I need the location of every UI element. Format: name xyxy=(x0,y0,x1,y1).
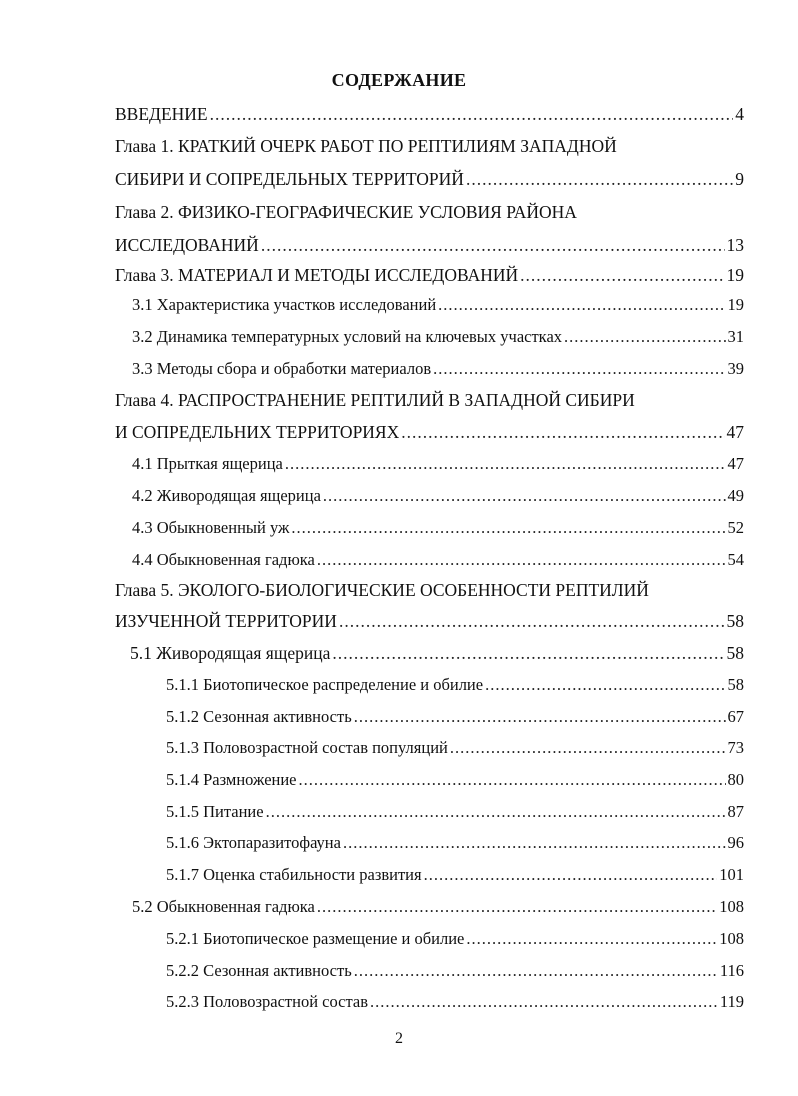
toc-entry-5-1-4 xyxy=(166,763,744,797)
toc-entry-label: СИБИРИ И СОПРЕДЕЛЬНЫХ ТЕРРИТОРИЙ xyxy=(115,169,464,189)
toc-leader-dots xyxy=(466,162,733,196)
toc-chapter-1-line-1: Глава 1. КРАТКИЙ ОЧЕРК РАБОТ ПО РЕПТИЛИЯМ ЗАПАДНОЙ xyxy=(115,136,617,156)
toc-entry-label: 4.3 Обыкновенный уж xyxy=(132,518,290,537)
toc-chapter-2-line-1: Глава 2. ФИЗИКО-ГЕОГРАФИЧЕСКИЕ УСЛОВИЯ РАЙОНА xyxy=(115,202,577,222)
toc-page-number: 19 xyxy=(726,265,744,285)
toc-page-number: 47 xyxy=(726,422,744,442)
toc-entry-label: 5.1.4 Размножение xyxy=(166,770,297,789)
page-number-footer: 2 xyxy=(395,1030,403,1047)
toc-entry-5-2-3 xyxy=(166,985,744,1019)
toc-page-number: 73 xyxy=(727,738,744,757)
toc-leader-dots xyxy=(210,97,734,131)
toc-page-number: 87 xyxy=(727,802,744,821)
toc-leader-dots xyxy=(354,700,726,734)
toc-page-number: 4 xyxy=(735,104,744,124)
toc-page-number: 47 xyxy=(727,454,744,473)
toc-leader-dots xyxy=(520,258,724,292)
toc-entry-label: 5.1 Живородящая ящерица xyxy=(130,643,331,663)
toc-entry-5-2 xyxy=(132,890,744,924)
toc-leader-dots xyxy=(317,543,726,577)
toc-entry-label: ИССЛЕДОВАНИЙ xyxy=(115,235,259,255)
toc-entry-label: И СОПРЕДЕЛЬНИХ ТЕРРИТОРИЯХ xyxy=(115,422,400,442)
toc-leader-dots xyxy=(299,763,726,797)
toc-entry-label: ИЗУЧЕННОЙ ТЕРРИТОРИИ xyxy=(115,611,337,631)
toc-entry-5-1-7 xyxy=(166,858,744,892)
toc-page-number: 67 xyxy=(727,707,744,726)
toc-page-number: 96 xyxy=(727,833,744,852)
toc-entry-5-1-6 xyxy=(166,826,744,860)
toc-page-number: 108 xyxy=(719,929,744,948)
toc-entry-label: 4.1 Прыткая ящерица xyxy=(132,454,283,473)
toc-entry-label: 5.2.1 Биотопическое размещение и обилие xyxy=(166,929,465,948)
toc-entry-label: 5.2 Обыкновенная гадюка xyxy=(132,897,315,916)
toc-page-number: 9 xyxy=(735,169,744,189)
toc-entry-4-4 xyxy=(132,543,744,577)
toc-page-number: 49 xyxy=(727,486,744,505)
toc-page-number: 80 xyxy=(727,770,744,789)
toc-page-number: 52 xyxy=(727,518,744,537)
toc-leader-dots xyxy=(317,890,717,924)
toc-entry-label: 5.1.6 Эктопаразитофауна xyxy=(166,833,341,852)
toc-entry-5-1-3 xyxy=(166,731,744,765)
toc-entry-3-1 xyxy=(132,288,744,322)
toc-page-number: 31 xyxy=(727,327,744,346)
toc-entry-label: 5.1.5 Питание xyxy=(166,802,264,821)
toc-leader-dots xyxy=(450,731,726,765)
toc-entry-label: 5.1.2 Сезонная активность xyxy=(166,707,352,726)
toc-entry-label: 5.2.2 Сезонная активность xyxy=(166,961,352,980)
toc-entry-3-2 xyxy=(132,320,744,354)
toc-entry-label: 5.2.3 Половозрастной состав xyxy=(166,992,368,1011)
toc-page-number: 58 xyxy=(727,675,744,694)
toc-leader-dots xyxy=(285,447,726,481)
toc-entry-intro xyxy=(115,97,744,131)
toc-entry-label: 3.2 Динамика температурных условий на ключевых участках xyxy=(132,327,563,346)
toc-leader-dots xyxy=(291,511,725,545)
toc-leader-dots xyxy=(564,320,725,354)
toc-entry-label: 3.1 Характеристика участков исследований xyxy=(132,295,437,314)
toc-entry-4-1 xyxy=(132,447,744,481)
toc-page-number: 108 xyxy=(719,897,744,916)
toc-entry-5-2-1 xyxy=(166,922,744,956)
toc-entry-label: Глава 3. МАТЕРИАЛ И МЕТОДЫ ИССЛЕДОВАНИЙ xyxy=(115,265,519,285)
toc-leader-dots xyxy=(424,858,718,892)
toc-page-number: 19 xyxy=(727,295,744,314)
toc-page-number: 101 xyxy=(719,865,744,884)
toc-entry-chapter-2 xyxy=(115,228,744,262)
toc-leader-dots xyxy=(370,985,718,1019)
toc-page-number: 58 xyxy=(726,643,744,663)
toc-entry-5-2-2 xyxy=(166,954,744,988)
toc-entry-5-1-2 xyxy=(166,700,744,734)
toc-leader-dots xyxy=(343,826,726,860)
toc-leader-dots xyxy=(466,922,717,956)
toc-entry-label: 5.1.1 Биотопическое распределение и обилие xyxy=(166,675,484,694)
toc-leader-dots xyxy=(339,604,725,638)
toc-entry-label: 3.3 Методы сбора и обработки материалов xyxy=(132,359,432,378)
toc-entry-chapter-4 xyxy=(115,415,744,449)
toc-entry-label: 5.1.7 Оценка стабильности развития xyxy=(166,865,422,884)
toc-entry-5-1-1 xyxy=(166,668,744,702)
toc-leader-dots xyxy=(433,352,725,386)
toc-entry-5-1 xyxy=(130,636,744,670)
toc-page-number: 58 xyxy=(726,611,744,631)
toc-entry-chapter-3 xyxy=(115,258,744,292)
toc-page-number: 54 xyxy=(727,550,744,569)
toc-leader-dots xyxy=(323,479,726,513)
toc-leader-dots xyxy=(485,668,725,702)
toc-page-number: 116 xyxy=(719,961,744,980)
toc-entry-label: ВВЕДЕНИЕ xyxy=(115,104,208,124)
toc-entry-label: 4.2 Живородящая ящерица xyxy=(132,486,321,505)
toc-page-number: 119 xyxy=(719,992,744,1011)
toc-entry-chapter-5 xyxy=(115,604,744,638)
toc-entry-4-2 xyxy=(132,479,744,513)
page-title: СОДЕРЖАНИЕ xyxy=(331,70,467,90)
toc-leader-dots xyxy=(354,954,718,988)
toc-leader-dots xyxy=(261,228,725,262)
toc-chapter-5-line-1: Глава 5. ЭКОЛОГО-БИОЛОГИЧЕСКИЕ ОСОБЕННОСТИ РЕПТИЛИЙ xyxy=(115,580,649,600)
toc-entry-chapter-1 xyxy=(115,162,744,196)
toc-entry-label: 4.4 Обыкновенная гадюка xyxy=(132,550,315,569)
toc-leader-dots xyxy=(401,415,724,449)
toc-leader-dots xyxy=(266,795,726,829)
toc-leader-dots xyxy=(332,636,724,670)
toc-entry-label: 5.1.3 Половозрастной состав популяций xyxy=(166,738,448,757)
toc-chapter-4-line-1: Глава 4. РАСПРОСТРАНЕНИЕ РЕПТИЛИЙ В ЗАПАДНОЙ СИБИРИ xyxy=(115,390,635,410)
toc-entry-3-3 xyxy=(132,352,744,386)
toc-entry-4-3 xyxy=(132,511,744,545)
toc-leader-dots xyxy=(438,288,725,322)
toc-page-number: 39 xyxy=(727,359,744,378)
toc-entry-5-1-5 xyxy=(166,795,744,829)
toc-page-number: 13 xyxy=(726,235,744,255)
